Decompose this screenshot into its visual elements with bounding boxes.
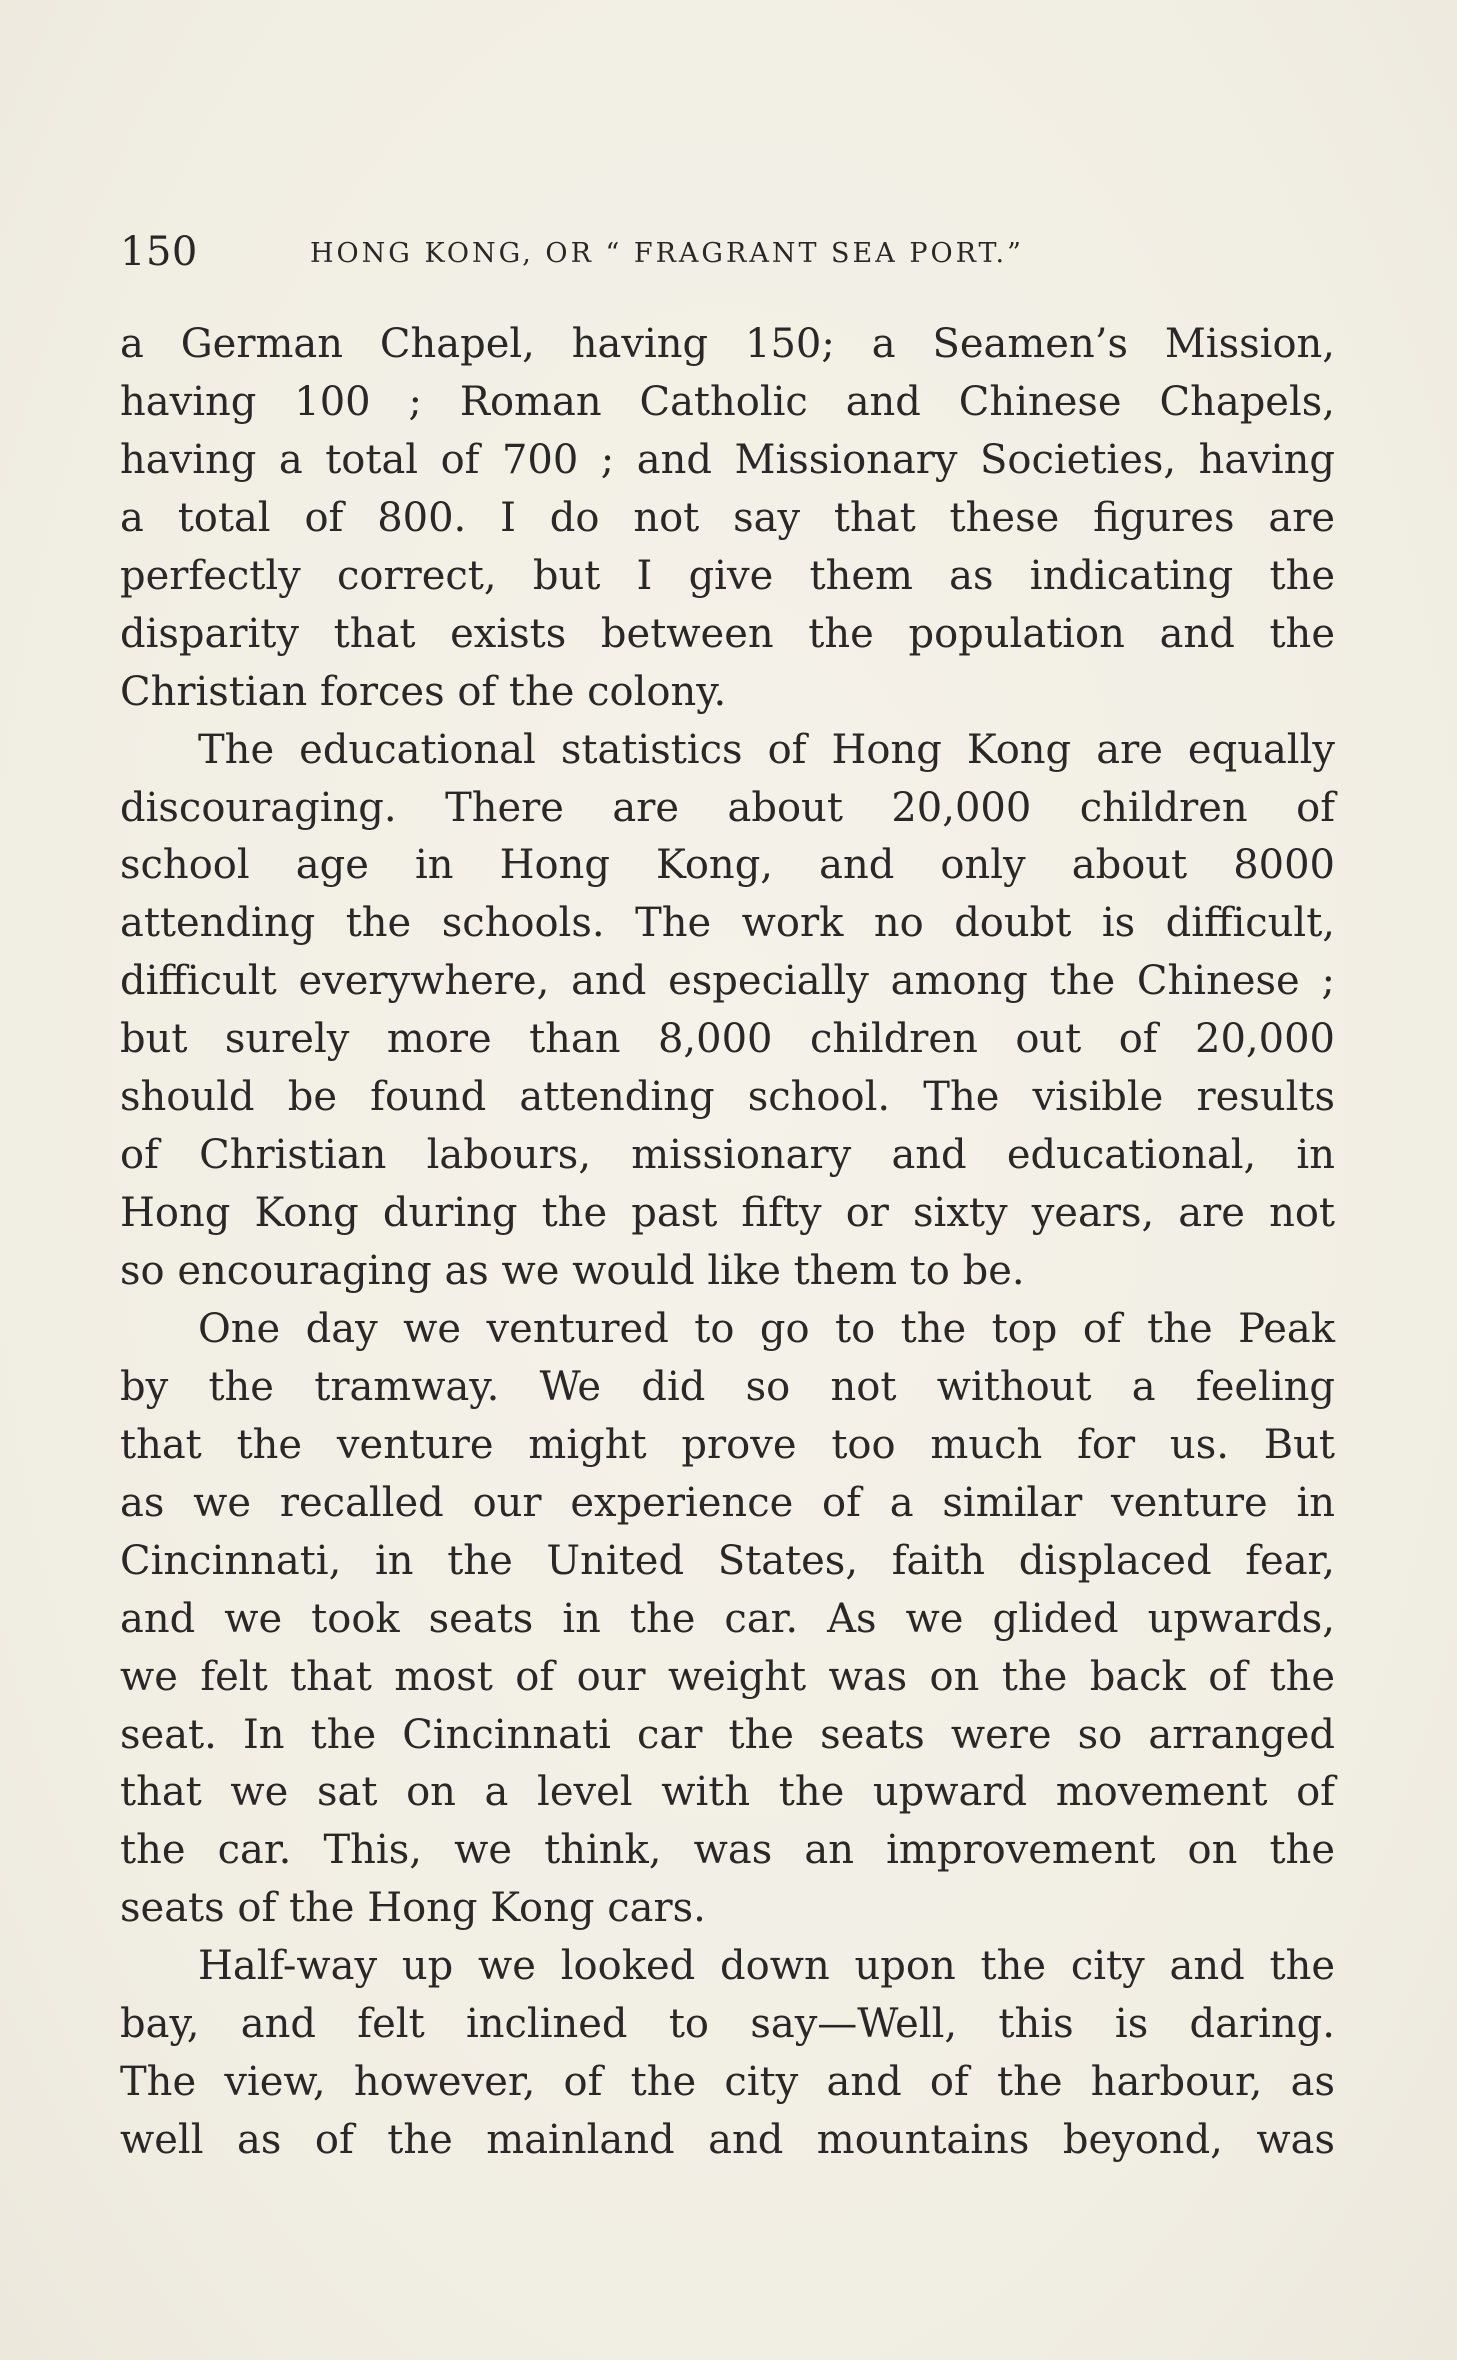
text-line: having 100 ; Roman Catholic and Chinese Chapels, xyxy=(120,378,1335,425)
text-line: the car. This, we think, was an improvement on the xyxy=(120,1827,1335,1874)
text-line: of Christian labours, missionary and educational, in xyxy=(120,1132,1335,1179)
text-line: attending the schools. The work no doubt is difficult, xyxy=(120,900,1335,947)
text-line: should be found attending school. The visible results xyxy=(120,1074,1335,1121)
text-line: well as of the mainland and mountains beyond, was xyxy=(120,2117,1335,2164)
text-line: we felt that most of our weight was on the back of the xyxy=(120,1653,1335,1700)
text-line: and we took seats in the car. As we glided upwards, xyxy=(120,1595,1335,1642)
text-line: Cincinnati, in the United States, faith displaced fear, xyxy=(120,1537,1335,1584)
text-line: Hong Kong during the past fifty or sixty years, are not xyxy=(120,1190,1335,1237)
text-line: perfectly correct, but I give them as indicating the xyxy=(120,552,1335,599)
page-header xyxy=(120,222,1335,282)
text-line: Christian forces of the colony. xyxy=(120,668,727,715)
text-line: seat. In the Cincinnati car the seats were so arranged xyxy=(120,1711,1335,1758)
text-line: so encouraging as we would like them to be. xyxy=(120,1248,1025,1294)
text-line: Half-way up we looked down upon the city and the xyxy=(198,1943,1335,1990)
text-line: school age in Hong Kong, and only about 8000 xyxy=(120,842,1335,889)
text-line: a total of 800. I do not say that these figures are xyxy=(120,494,1335,541)
text-line: a German Chapel, having 150; a Seamen’s Mission, xyxy=(120,321,1335,367)
text-line: The view, however, of the city and of the harbour, as xyxy=(120,2059,1335,2106)
text-line: that we sat on a level with the upward movement of xyxy=(120,1769,1335,1816)
running-title: HONG KONG, OR “ FRAGRANT SEA PORT.” xyxy=(310,238,1024,269)
body-text xyxy=(120,316,1335,2170)
text-line: by the tramway. We did so not without a feeling xyxy=(120,1363,1335,1410)
text-line: discouraging. There are about 20,000 children of xyxy=(120,784,1335,831)
text-line: bay, and felt inclined to say—Well, this is daring. xyxy=(120,2001,1335,2048)
text-line: One day we ventured to go to the top of the Peak xyxy=(198,1305,1335,1352)
text-line: disparity that exists between the population and the xyxy=(120,610,1335,657)
text-line: but surely more than 8,000 children out of 20,000 xyxy=(120,1016,1335,1063)
text-line: seats of the Hong Kong cars. xyxy=(120,1885,706,1932)
text-line: that the venture might prove too much for us. But xyxy=(120,1421,1335,1468)
text-line: as we recalled our experience of a similar venture in xyxy=(120,1479,1335,1526)
text-line: difficult everywhere, and especially among the Chinese ; xyxy=(120,958,1335,1005)
text-line: having a total of 700 ; and Missionary Societies, having xyxy=(120,436,1335,483)
page-number: 150 xyxy=(120,229,198,275)
text-line: The educational statistics of Hong Kong are equally xyxy=(198,726,1335,773)
